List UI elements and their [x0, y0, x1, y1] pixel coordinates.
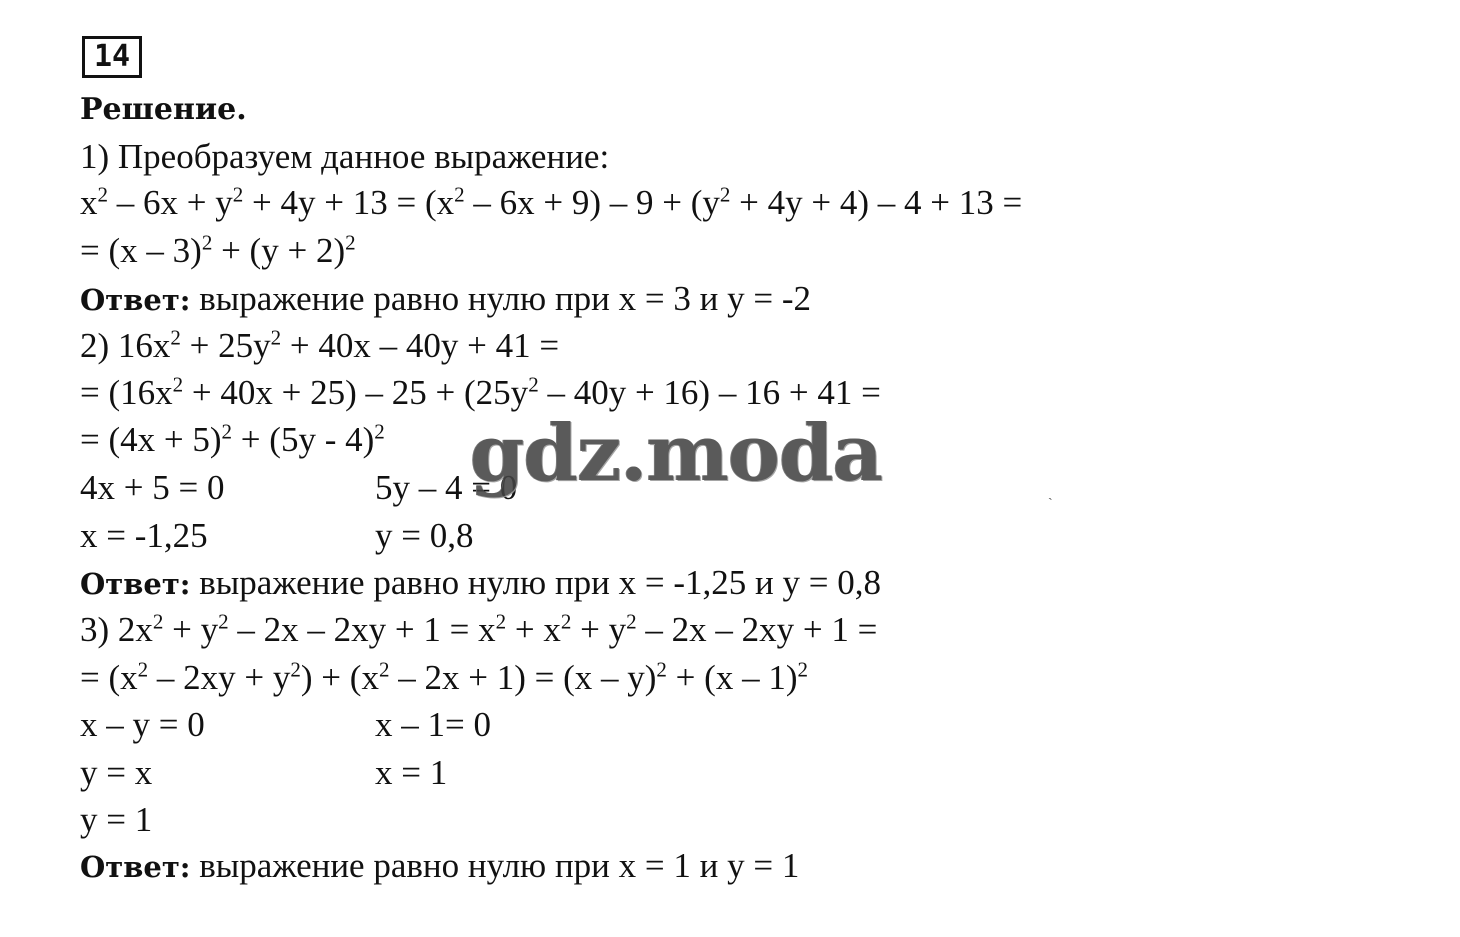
answer-label: Ответ: — [80, 850, 191, 884]
scan-speck: ˏ — [1048, 486, 1053, 501]
part2-eq-row1: 4x + 5 = 0 5y – 4 = 0 — [80, 468, 518, 507]
watermark-logo: gdz.moda — [470, 408, 883, 499]
part2-eq-row2: x = -1,25 y = 0,8 — [80, 516, 474, 555]
part1-line2: = $(x - 3)^2 + (y + 2)^2$ — [80, 230, 356, 270]
part2-answer: Ответ: выражение равно нулю при x = -1,25 и y = 0,8 — [80, 563, 882, 602]
problem-number: 14 — [82, 36, 142, 78]
part3-line2: = $(x^2 - 2xy + y^2) + (x^2 - 2x + 1) = (x - y)^2 + (x - 1)^2$ — [80, 657, 808, 697]
part3-eq-row2: y = x x = 1 — [80, 753, 448, 792]
part3-eq-row1: x – y = 0 x – 1= 0 — [80, 705, 491, 744]
part1-answer: Ответ: выражение равно нулю при x = 3 и y = -2 — [80, 279, 812, 318]
answer-label: Ответ: — [80, 567, 191, 601]
part3-line1: 3) $2x^2 + y^2 - 2x - 2xy + 1 = x^2 + x^2 + y^2 - 2x - 2xy + 1$ = — [80, 609, 878, 649]
part3-answer: Ответ: выражение равно нулю при x = 1 и y = 1 — [80, 846, 800, 885]
part2-line1: 2) $16x^2 + 25y^2 + 40x - 40y + 41$ = — [80, 325, 560, 365]
part2-line2: = $(16x^2 + 40x + 25) - 25 + (25y^2 - 40y + 16) - 16 + 41$ = — [80, 372, 881, 412]
answer-label: Ответ: — [80, 283, 191, 317]
part2-line3: = $(4x + 5)^2 + (5y - 4)^2$ — [80, 419, 385, 459]
part1-line1: $x^2 - 6x + y^2 + 4y + 13 = (x^2 - 6x + 9) - 9 + (y^2 + 4y + 4) - 4 + 13$ = — [80, 182, 1023, 222]
part3-eq-row3: y = 1 — [80, 800, 153, 839]
solution-heading: Решение. — [80, 92, 247, 127]
part1-intro: 1) Преобразуем данное выражение: — [80, 137, 610, 176]
